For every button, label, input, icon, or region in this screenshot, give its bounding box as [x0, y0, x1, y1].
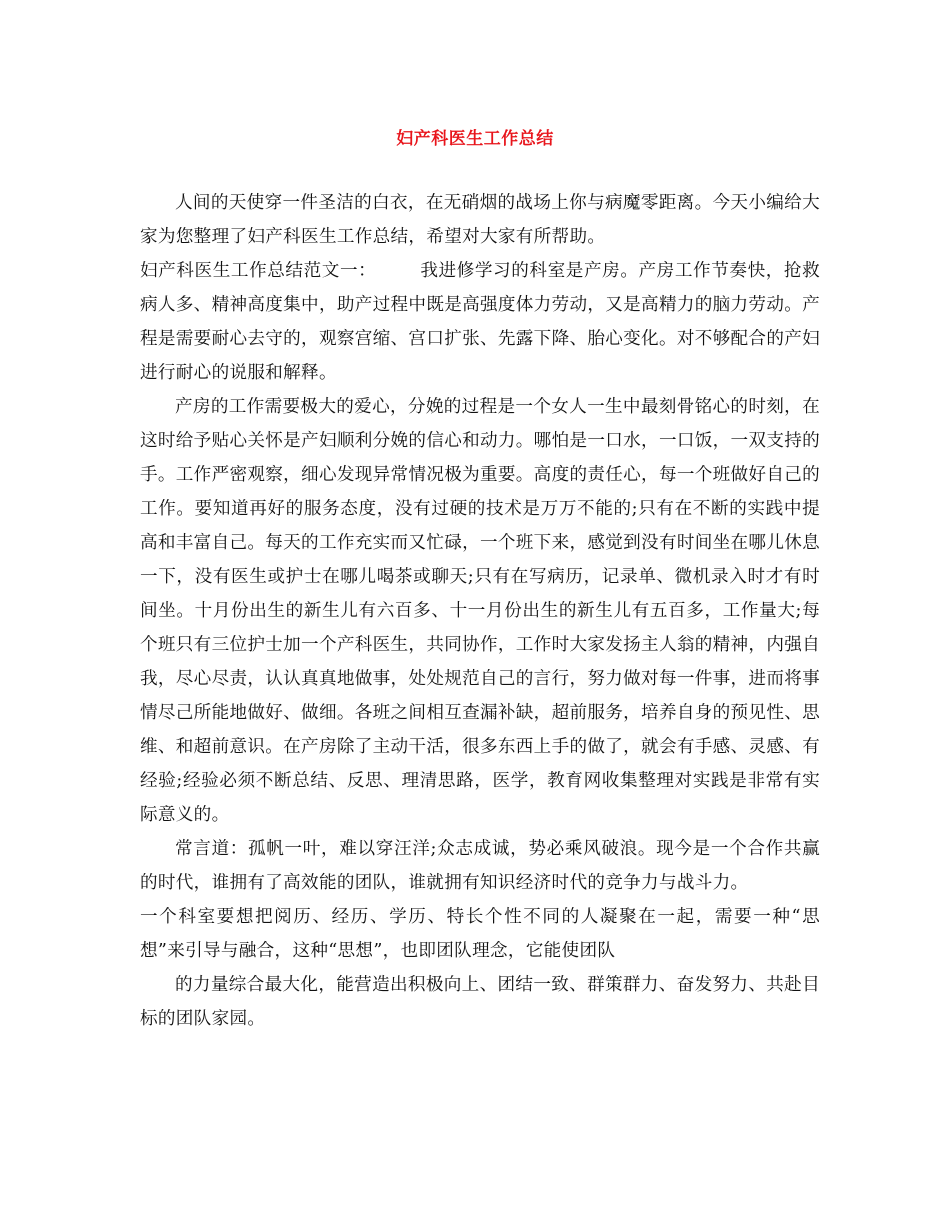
paragraph-teamwork: 常言道：孤帆一叶，难以穿汪洋;众志成诚，势必乘风破浪。现今是一个合作共赢的时代，谁拥有了高效能的团队，谁就拥有知识经济时代的竞争力与战斗力。 [140, 839, 820, 893]
document-title: 妇产科医生工作总结 [396, 129, 554, 149]
section-paragraph [140, 254, 820, 390]
section-first-text: 我进修学习的科室是产房。产房工作节奏快，抢救病人多、精神高度集中，助产过程中既是高强度体力劳动，又是高精力的脑力劳动。产程是需要耐心去守的，观察宫缩、宫口扩张、先露下降、胎心变化。对不够配合的产妇进行耐心的说服和解释。 [140, 261, 821, 383]
paragraph-delivery-room: 产房的工作需要极大的爱心，分娩的过程是一个女人一生中最刻骨铭心的时刻，在这时给予贴心关怀是产妇顺利分娩的信心和动力。哪怕是一口水，一口饭，一双支持的手。工作严密观察，细心发现异常情况极为重要。高度的责任心，每一个班做好自己的工作。要知道再好的服务态度，没有过硬的技术是万万不能的;只有在不断的实践中提高和丰富自己。每天的工作充实而又忙碌，一个班下来，感觉到没有时间坐在哪儿休息一下，没有医生或护士在哪儿喝茶或聊天;只有在写病历，记录单、微机录入时才有时间坐。十月份出生的新生儿有六百多、十一月份出生的新生儿有五百多，工作量大;每个班只有三位护士加一个产科医生，共同协作，工作时大家发扬主人翁的精神，内强自我，尽心尽责，认认真真地做事，处处规范自己的言行，努力做对每一件事，进而将事情尽己所能地做好、做细。各班之间相互查漏补缺，超前服务，培养自身的预见性、思维、和超前意识。在产房除了主动干活，很多东西上手的做了，就会有手感、灵感、有经验;经验必须不断总结、反思、理清思路，医学，教育网收集整理对实践是非常有实际意义的。 [140, 397, 820, 825]
paragraph-teamwork-continued: 一个科室要想把阅历、经历、学历、特长个性不同的人凝聚在一起，需要一种“思想”来引导与融合，这种“思想”，也即团队理念，它能使团队 [140, 907, 820, 961]
paragraph-team-home: 的力量综合最大化，能营造出积极向上、团结一致、群策群力、奋发努力、共赴目标的团队家园。 [140, 975, 820, 1029]
section-heading: 妇产科医生工作总结范文一： [140, 261, 377, 281]
document-body [140, 186, 820, 1036]
intro-paragraph: 人间的天使穿一件圣洁的白衣，在无硝烟的战场上你与病魔零距离。今天小编给大家为您整理了妇产科医生工作总结，希望对大家有所帮助。 [140, 193, 820, 247]
